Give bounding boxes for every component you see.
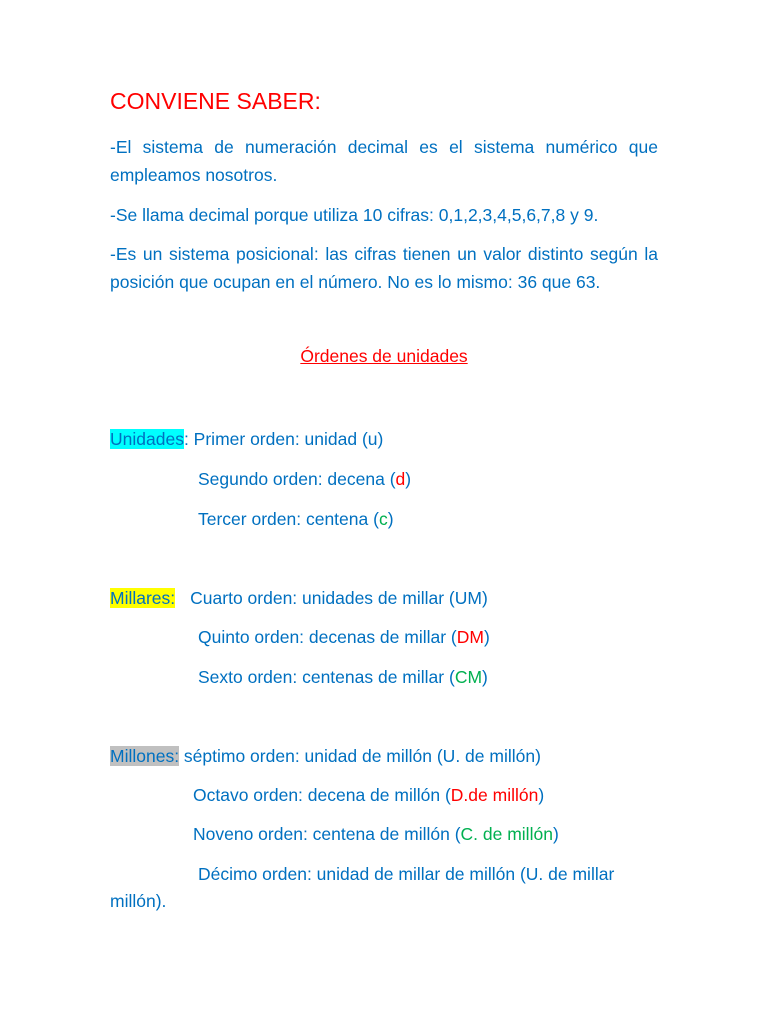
paragraph-2: -Se llama decimal porque utiliza 10 cifras: 0,1,2,3,4,5,6,7,8 y 9. bbox=[110, 205, 599, 225]
dm-abbr: DM bbox=[456, 627, 484, 647]
millares-line-2 bbox=[198, 625, 758, 649]
unidades-second-order: Segundo orden: decena ( bbox=[198, 469, 396, 489]
paragraph-3: -Es un sistema posicional: las cifras tienen un valor distinto según la posición que ocupan en el número. No es lo mismo: 36 que 63. bbox=[110, 244, 658, 292]
unidades-line-1 bbox=[110, 427, 670, 451]
decena-abbr: d bbox=[395, 469, 406, 489]
close-paren: ) bbox=[405, 469, 412, 489]
millares-fourth-order: Cuarto orden: unidades de millar (UM) bbox=[190, 588, 488, 608]
close-paren: ) bbox=[387, 509, 394, 529]
close-paren: ) bbox=[482, 667, 488, 687]
centena-abbr: c bbox=[378, 509, 388, 529]
paragraph-1: -El sistema de numeración decimal es el sistema numérico que empleamos nosotros. bbox=[110, 137, 658, 185]
section-title: Órdenes de unidades bbox=[300, 346, 468, 366]
millones-line-4: Décimo orden: unidad de millar de millón (U. de millar bbox=[198, 864, 615, 884]
close-paren: ) bbox=[538, 785, 545, 805]
millones-eighth-order: Octavo orden: decena de millón ( bbox=[193, 785, 451, 805]
unidades-label: Unidades bbox=[110, 429, 184, 449]
cm-abbr: CM bbox=[454, 667, 483, 687]
millares-sixth-order: Sexto orden: centenas de millar ( bbox=[198, 667, 455, 687]
unidades-line-3 bbox=[198, 507, 758, 531]
unidades-line-2 bbox=[198, 467, 758, 491]
c-millon-abbr: C. de millón bbox=[460, 824, 553, 844]
close-paren: ) bbox=[483, 627, 490, 647]
millares-label: Millares: bbox=[110, 588, 176, 608]
millares-fifth-order: Quinto orden: decenas de millar ( bbox=[198, 627, 457, 647]
unidades-first-order: : Primer orden: unidad (u) bbox=[183, 429, 384, 449]
millones-line-1 bbox=[110, 744, 670, 768]
millones-seventh-order: séptimo orden: unidad de millón (U. de millón) bbox=[179, 746, 541, 766]
millones-line-3 bbox=[193, 822, 753, 846]
millones-line-4-cont: millón). bbox=[110, 891, 167, 911]
d-millon-abbr: D.de millón bbox=[450, 785, 539, 805]
millones-ninth-order: Noveno orden: centena de millón ( bbox=[193, 824, 461, 844]
page-title: CONVIENE SABER: bbox=[110, 88, 321, 114]
millones-line-2 bbox=[193, 783, 753, 807]
millares-line-3 bbox=[198, 665, 758, 689]
millares-line-1 bbox=[110, 586, 670, 610]
millones-label: Millones: bbox=[110, 746, 180, 766]
unidades-third-order: Tercer orden: centena ( bbox=[198, 509, 379, 529]
close-paren: ) bbox=[552, 824, 559, 844]
